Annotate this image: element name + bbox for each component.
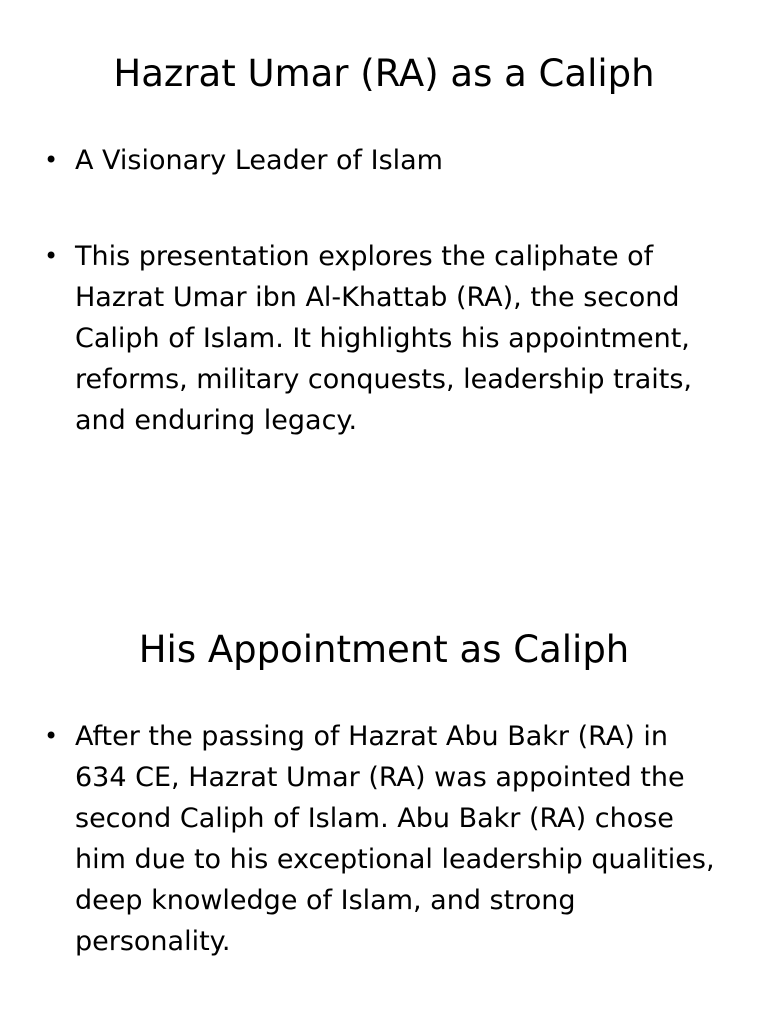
slide-2-title: His Appointment as Caliph xyxy=(138,628,630,671)
slide-1-bullet-1 xyxy=(0,140,768,181)
slide-2-bullet-1 xyxy=(0,716,768,962)
slide-1-bullet-2-text: This presentation explores the caliphate of Hazrat Umar ibn Al-Khattab (RA), the second Caliph of Islam. It highlights his appointment, reforms, military conquests, leadership traits, and enduring legacy. xyxy=(75,241,693,436)
slide-1-bullet-2 xyxy=(0,236,768,441)
bullet-dot-icon: • xyxy=(44,722,59,750)
slide-1-title: Hazrat Umar (RA) as a Caliph xyxy=(113,52,655,95)
slide-2-bullet-list xyxy=(0,716,768,962)
slide-2-bullet-1-text: After the passing of Hazrat Abu Bakr (RA) in 634 CE, Hazrat Umar (RA) was appointed the second Caliph of Islam. Abu Bakr (RA) chose him due to his exceptional leadership qualities, deep knowledge of Islam, and strong personality. xyxy=(75,721,715,957)
slide-2 xyxy=(0,577,768,1024)
bullet-dot-icon: • xyxy=(44,242,59,270)
slide-1-bullet-1-text: A Visionary Leader of Islam xyxy=(75,145,443,176)
bullet-dot-icon: • xyxy=(44,146,59,174)
slide-1-bullet-list xyxy=(0,140,768,441)
